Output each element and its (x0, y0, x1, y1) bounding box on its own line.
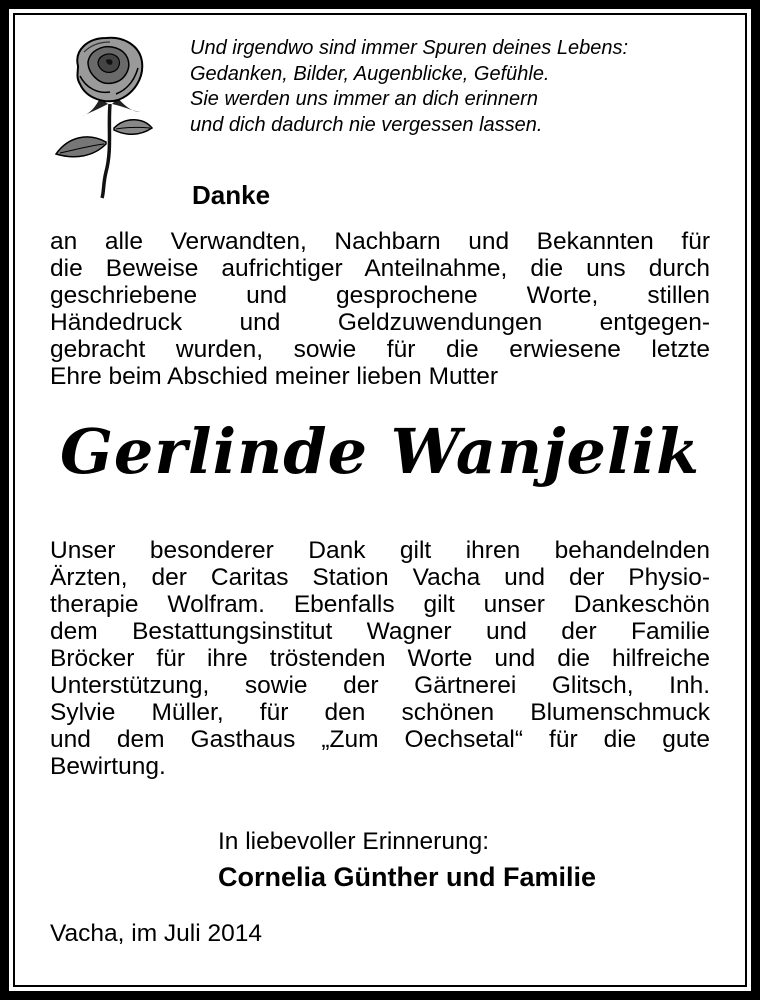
poem-line: Gedanken, Bilder, Augenblicke, Gefühle. (190, 62, 550, 85)
text-line: die Beweise aufrichtiger Anteilnahme, die uns durch (50, 255, 710, 282)
text-line: Sylvie Müller, für den schönen Blumenschmuck (50, 699, 710, 726)
text-line: Bewirtung. (50, 753, 166, 780)
deceased-name: Gerlinde Wanjelik (59, 415, 701, 488)
thanks-paragraph (50, 228, 710, 390)
text-line: Händedruck und Geldzuwendungen entgegen- (50, 309, 710, 336)
poem-line: Sie werden uns immer an dich erinnern (190, 88, 538, 110)
text-line: dem Bestattungsinstitut Wagner und der Familie (50, 618, 710, 645)
poem-line: und dich dadurch nie vergessen lassen. (190, 113, 543, 136)
text-line: geschriebene und gesprochene Worte, stillen (50, 282, 710, 309)
text-line: gebracht wurden, sowie für die erwiesene letzte (50, 336, 710, 363)
text-line: therapie Wolfram. Ebenfalls gilt unser Dankeschön (50, 591, 710, 618)
place-date: Vacha, im Juli 2014 (50, 920, 262, 947)
signature: Cornelia Günther und Familie (218, 862, 597, 892)
text-line: Ärzten, der Caritas Station Vacha und der Physio- (50, 564, 710, 591)
poem-line: Und irgendwo sind immer Spuren deines Lebens: (190, 37, 629, 59)
poem (190, 36, 730, 138)
text-line: Unser besonderer Dank gilt ihren behandelnden (50, 537, 710, 564)
text-line: Unterstützung, sowie der Gärtnerei Glitsch, Inh. (50, 672, 710, 699)
text-line: und dem Gasthaus „Zum Oechsetal“ für die gute (50, 726, 710, 753)
heading: Danke (192, 180, 271, 210)
special-thanks-paragraph (50, 537, 710, 780)
text-line: Bröcker für ihre tröstenden Worte und die hilfreiche (50, 645, 710, 672)
text-line: an alle Verwandten, Nachbarn und Bekannten für (50, 228, 710, 255)
rose-icon (48, 32, 168, 202)
text-line: Ehre beim Abschied meiner lieben Mutter (50, 363, 499, 390)
closing-line: In liebevoller Erinnerung: (218, 828, 490, 855)
